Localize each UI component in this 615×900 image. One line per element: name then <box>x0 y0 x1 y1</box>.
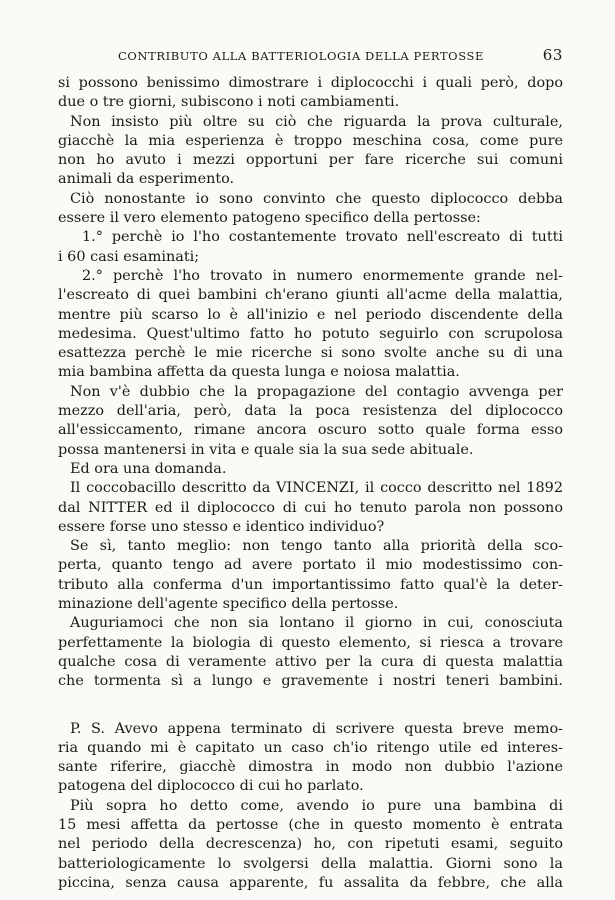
text-line: non ho avuto i mezzi opportuni per fare ricerche sui comuni <box>58 152 563 169</box>
text-line: P. S. Avevo appena terminato di scrivere questa breve memo- <box>70 720 563 737</box>
text-line: 2.° perchè l'ho trovato in numero enormemente grande nel- <box>82 267 563 284</box>
text-line: piccina, senza causa apparente, fu assalita da febbre, che alla <box>58 874 563 891</box>
text-line: esattezza perchè le mie ricerche si sono svolte anche su di una <box>58 345 563 362</box>
page-number: 63 <box>542 46 563 64</box>
text-line: due o tre giorni, subiscono i noti cambiamenti. <box>58 94 400 111</box>
text-line: tributo alla conferma d'un importantissimo fatto qual'è la deter- <box>58 576 563 593</box>
body-text <box>58 74 563 893</box>
text-line: i 60 casi esaminati; <box>58 248 200 265</box>
text-line: Più sopra ho detto come, avendo io pure una bambina di <box>70 797 563 814</box>
text-line: Auguriamoci che non sia lontano il giorno in cui, conosciuta <box>70 615 563 632</box>
text-line: mentre più scarso lo è all'inizio e nel periodo discendente della <box>58 306 563 323</box>
text-line: animali da esperimento. <box>58 171 235 188</box>
text-line: perfettamente la biologia di questo elemento, si riesca a trovare <box>58 634 563 651</box>
text-line: Se sì, tanto meglio: non tengo tanto alla priorità della sco- <box>70 538 563 555</box>
text-line: essere forse uno stesso e identico individuo? <box>58 518 385 535</box>
text-line: Non v'è dubbio che la propagazione del contagio avvenga per <box>70 383 563 400</box>
paragraph-gap <box>58 692 563 720</box>
text-line: minazione dell'agente specifico della pertosse. <box>58 596 399 613</box>
text-line: Ed ora una domanda. <box>70 460 227 477</box>
text-line: medesima. Quest'ultimo fatto ho potuto seguirlo con scrupolosa <box>58 325 563 342</box>
text-line: possa mantenersi in vita e quale sia la sua sede abituale. <box>58 441 474 458</box>
text-line: all'essiccamento, rimane ancora oscuro sotto quale forma esso <box>58 422 563 439</box>
text-line: essere il vero elemento patogeno specifico della pertosse: <box>58 210 481 227</box>
text-line: Non insisto più oltre su ciò che riguarda la prova culturale, <box>70 113 563 130</box>
text-line: perta, quanto tengo ad avere portato il mio modestissimo con- <box>58 557 563 574</box>
text-line: giacchè la mia esperienza è troppo meschina cosa, come pure <box>58 132 563 149</box>
text-line: batteriologicamente lo svolgersi della malattia. Giorni sono la <box>58 855 563 872</box>
text-line: mia bambina affetta da questa lunga e noiosa malattia. <box>58 364 460 381</box>
text-line: patogena del diplococco di cui ho parlato. <box>58 778 364 795</box>
running-title: CONTRIBUTO ALLA BATTERIOLOGIA DELLA PERTOSSE <box>118 49 484 63</box>
text-line: l'escreato di quei bambini ch'erano giunti all'acme della malattia, <box>58 287 563 304</box>
text-line: mezzo dell'aria, però, data la poca resistenza del diplococco <box>58 403 563 420</box>
text-line: Ciò nonostante io sono convinto che questo diplococco debba <box>70 190 563 207</box>
text-line: qualche cosa di veramente attivo per la cura di questa malattia <box>58 653 563 670</box>
text-line: sante riferire, giacchè dimostra in modo non dubbio l'azione <box>58 759 563 776</box>
text-line: 1.° perchè io l'ho costantemente trovato nell'escreato di tutti <box>82 229 563 246</box>
text-line: ria quando mi è capitato un caso ch'io ritengo utile ed interes- <box>58 739 563 756</box>
text-line: Il coccobacillo descritto da VINCENZI, il cocco descritto nel 1892 <box>70 480 563 497</box>
text-line: si possono benissimo dimostrare i diplococchi i quali però, dopo <box>58 75 563 91</box>
text-line: dal NITTER ed il diplococco di cui ho tenuto parola non possono <box>58 499 563 516</box>
running-header <box>58 46 563 66</box>
text-line: nel periodo della decrescenza) ho, con ripetuti esami, seguito <box>58 836 563 853</box>
text-line: 15 mesi affetta da pertosse (che in questo momento è entrata <box>58 816 563 833</box>
text-line: che tormenta sì a lungo e gravemente i nostri teneri bambini. <box>58 673 563 690</box>
